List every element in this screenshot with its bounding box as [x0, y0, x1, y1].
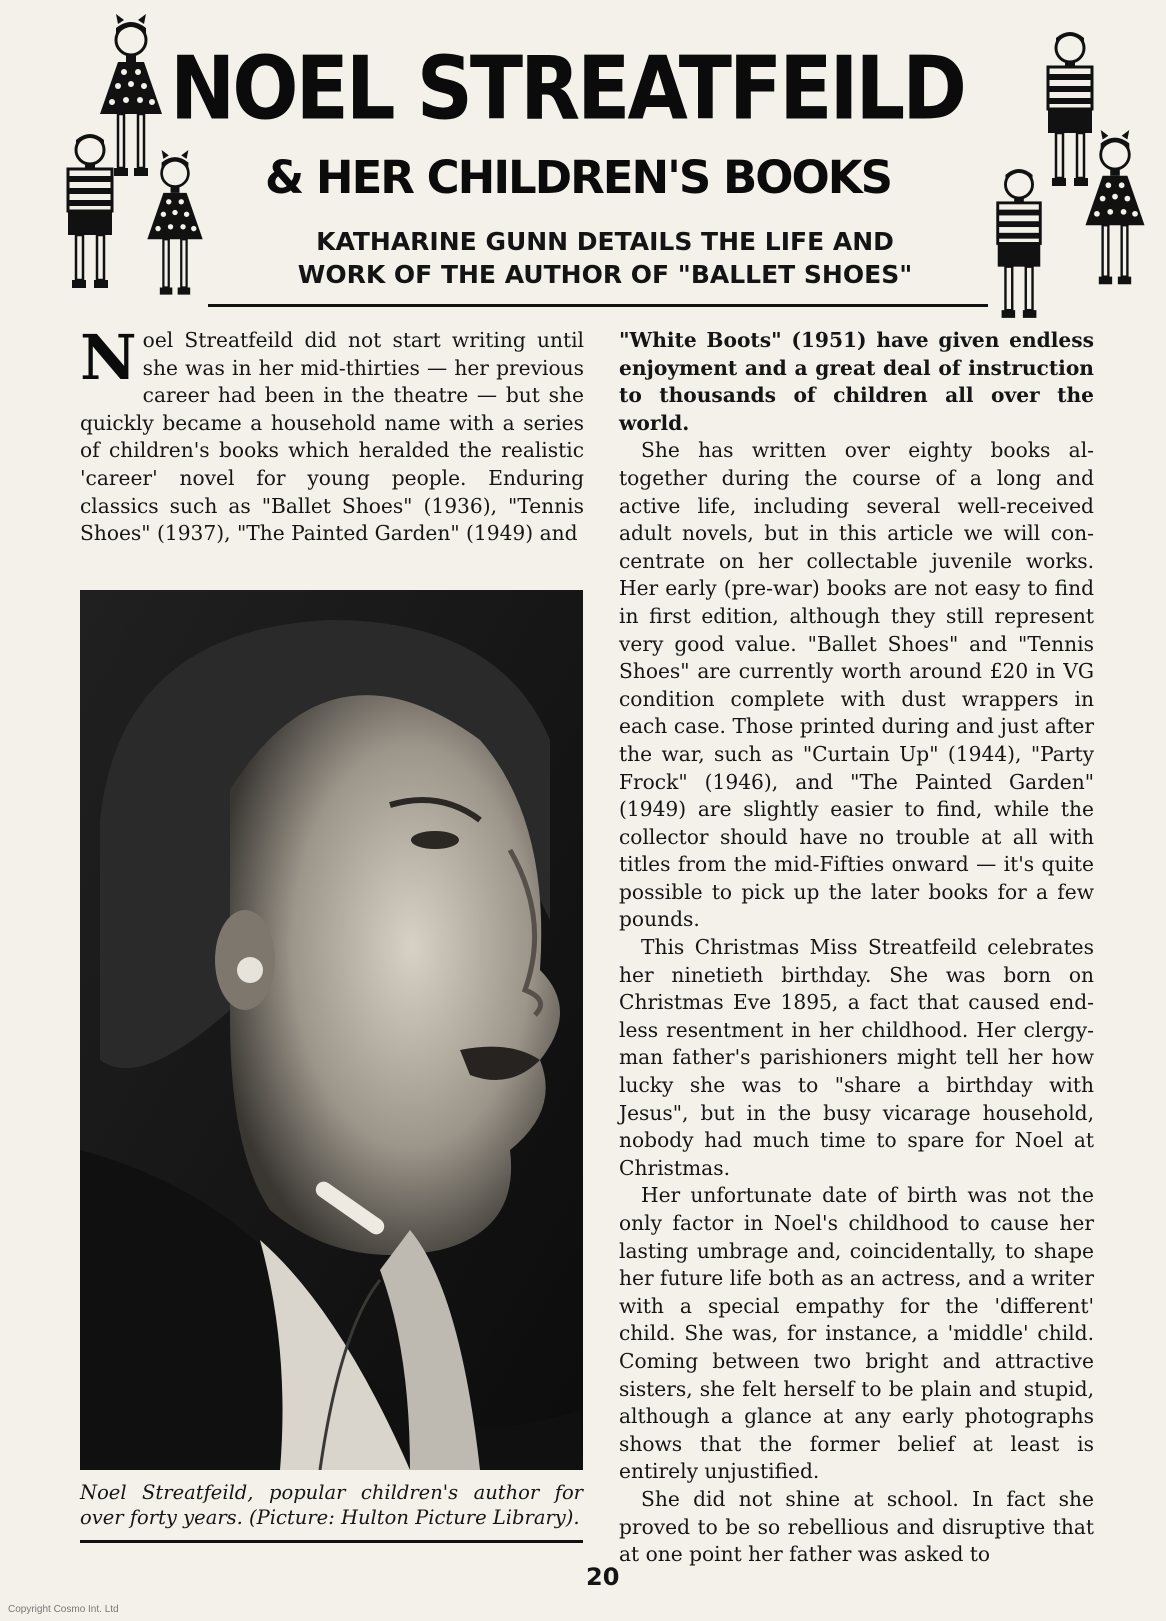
byline-line: KATHARINE GUNN DETAILS THE LIFE AND	[316, 227, 894, 256]
paragraph	[80, 321, 584, 548]
header-divider	[208, 304, 988, 307]
paragraph-text: oel Streatfeild did not start writing until she was in her mid-thirties — her previous career had been in the theatre — but she quickly became a household name with a series of children's books which heralded the realistic 'career' novel for young people. Enduring classics such as "Ballet Shoes" (1936), "Tennis Shoes" (1937), "The Painted Garden" (1949) and	[80, 328, 584, 546]
byline-line: WORK OF THE AUTHOR OF "BALLET SHOES"	[297, 260, 913, 289]
paragraph: She has written over eighty books altogether during the course of a long and active life, including several well-received adult novels, but in this article we will concentrate on her collectable juvenile works. Her early (pre-war) books are not easy to find in first edition, although they still represent very good value. "Ballet Shoes" and "Tennis Shoes" are currently worth around £20 in VG condition complete with dust wrappers in each case. Those printed during and just after the war, such as "Curtain Up" (1944), "Party Frock" (1946), and "The Painted Garden" (1949) are slightly easier to find, while the collector should have no trouble at all with titles from the mid-Fifties onward — it's quite possible to pick up the later books for a few pounds.	[619, 438, 1094, 932]
doll-girl-icon	[140, 150, 210, 300]
article-title: NOEL STREATFEILD	[170, 39, 965, 140]
author-photo	[80, 590, 583, 1470]
left-column	[80, 321, 584, 548]
doll-boy-icon	[60, 130, 120, 290]
drop-cap: N	[80, 321, 137, 394]
doll-girl-icon	[1080, 130, 1150, 290]
right-column	[619, 327, 1094, 1569]
paragraph: Her unfortunate date of birth was not the only factor in Noel's childhood to cause her lasting umbrage and, coincidentally, to shape her future life both as an actress, and a writer with a special empathy for the 'different' child. She was, for instance, a 'middle' child. Coming between two bright and attractive sisters, she felt herself to be plain and stupid, although a glance at any early photographs shows that the former belief at least is entirely unjustified.	[619, 1183, 1094, 1484]
article-byline	[225, 225, 985, 291]
article-subtitle: & HER CHILDREN'S BOOKS	[265, 151, 892, 204]
photo-caption: Noel Streatfeild, popular children's author for over forty years. (Picture: Hulton Picture Library).	[80, 1481, 583, 1529]
paragraph: She did not shine at school. In fact she proved to be so rebellious and disruptive that at one point her father was asked to	[619, 1486, 1094, 1567]
paragraph: This Christmas Miss Streatfeild celebrates her ninetieth birthday. She was born on Christmas Eve 1895, a fact that caused endless resentment in her childhood. Her clergyman father's parishioners might tell her how lucky she was to "share a birthday with Jesus", but in the busy vicarage household, nobody had much time to spare for Noel at Christmas.	[619, 935, 1094, 1180]
caption-divider	[80, 1540, 583, 1543]
copyright-watermark: Copyright Cosmo Int. Ltd	[8, 1604, 119, 1615]
paragraph: "White Boots" (1951) have given endless enjoyment and a great deal of instruction to thousands of children all over the world.	[619, 328, 1094, 435]
doll-boy-icon	[990, 165, 1048, 320]
page-number: 20	[586, 1563, 620, 1591]
